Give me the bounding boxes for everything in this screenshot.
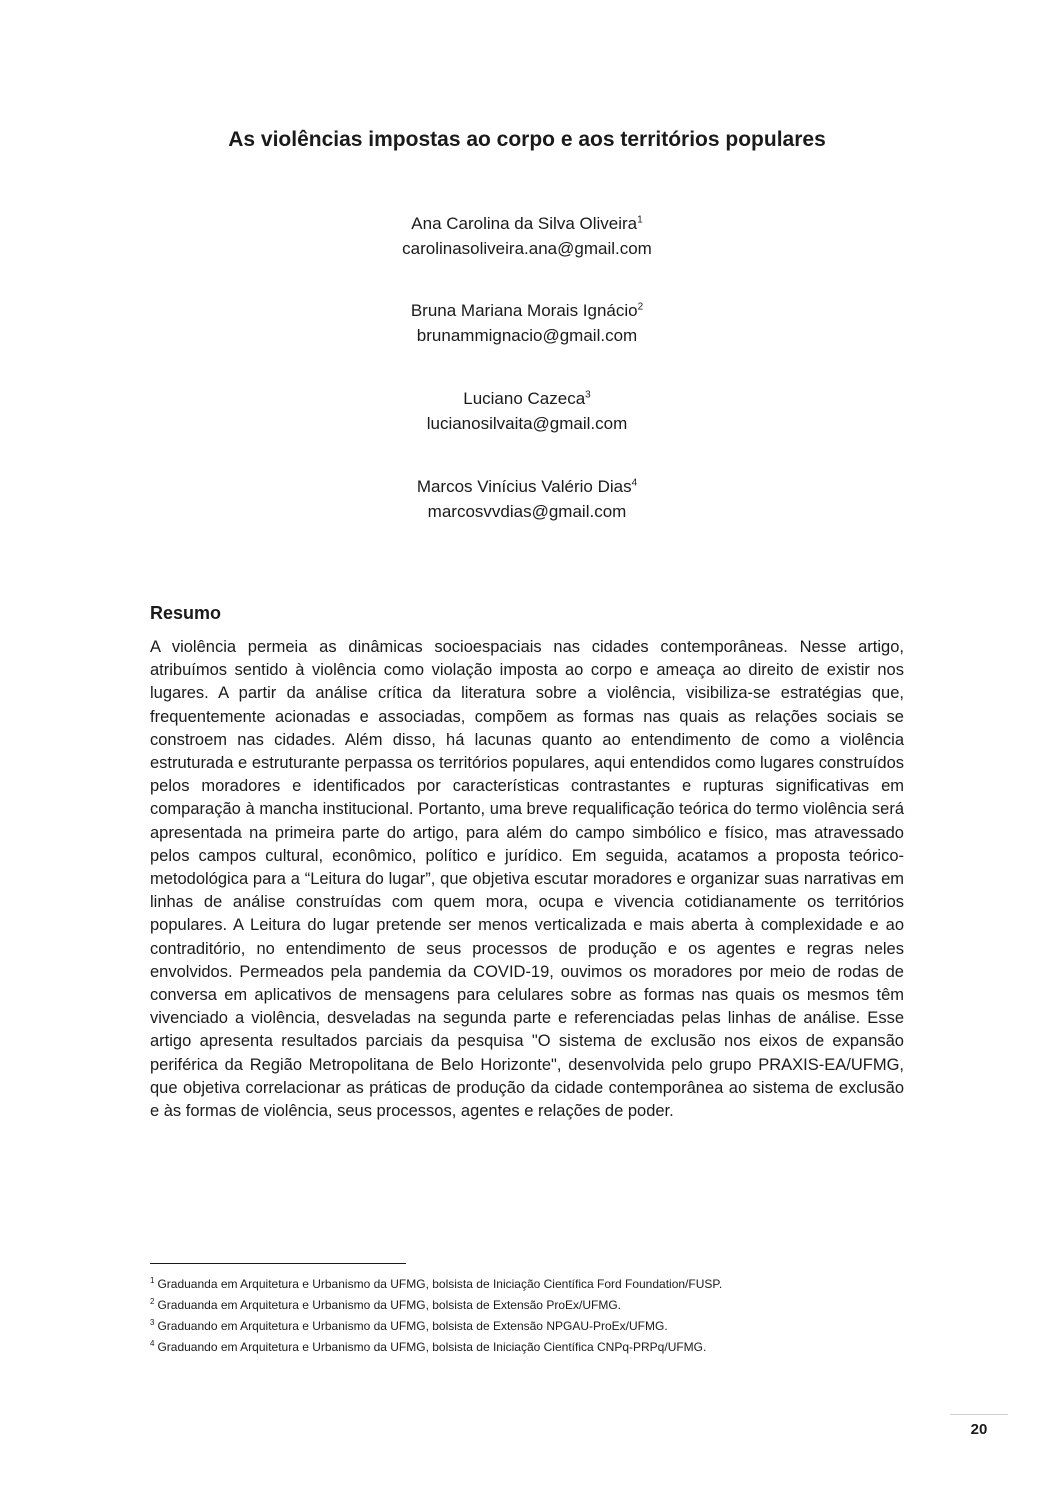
- abstract-heading: Resumo: [150, 603, 222, 623]
- author-block: [0, 386, 1054, 436]
- footnote-marker: 2: [637, 301, 644, 313]
- author-name: Luciano Cazeca$^3$: [463, 389, 591, 408]
- footnote-marker: 4: [631, 477, 638, 489]
- footnote: $^1$ Graduanda em Arquitetura e Urbanismo da UFMG, bolsista de Iniciação Científica Ford Foundation/FUSP.: [150, 1276, 723, 1291]
- abstract-text: A violência permeia as dinâmicas socioespaciais nas cidades contemporâneas. Nesse artigo, atribuímos sentido à violência como violação imposta ao corpo e ameaça ao direito de existir nos lugares. A partir da análise crítica da literatura sobre a violência, visibiliza-se estratégias que, frequentemente acionadas e associadas, compõem as formas nas quais as relações sociais se constroem nas cidades. Além disso, há lacunas quanto ao entendimento de como a violência estruturada e estruturante perpassa os territórios populares, aqui entendidos como lugares construídos pelos moradores e identificados por características contrastantes e rupturas significativas em comparação à mancha institucional. Portanto, uma breve requalificação teórica do termo violência será apresentada na primeira parte do artigo, para além do campo simbólico e físico, mas atravessado pelos campos cultural, econômico, político e jurídico. Em seguida, acatamos a proposta teórico-metodológica para a “Leitura do lugar”, que objetiva escutar moradores e organizar suas narrativas em linhas de análise construídas com quem mora, ocupa e vivencia cotidianamente os territórios populares. A Leitura do lugar pretende ser menos verticalizada e mais aberta à complexidade e ao contraditório, no entendimento de seus processos de produção e os agentes e regras neles envolvidos. Permeados pela pandemia da COVID-19, ouvimos os moradores por meio de rodas de conversa em aplicativos de mensagens para celulares sobre as formas nas quais os mesmos têm vivenciado a violência, desveladas na segunda parte e referenciadas pelas linhas de análise. Esse artigo apresenta resultados parciais da pesquisa "O sistema de exclusão nos eixos de expansão periférica da Região Metropolitana de Belo Horizonte", desenvolvida pelo grupo PRAXIS-EA/UFMG, que objetiva correlacionar as práticas de produção da cidade contemporânea ao sistema de exclusão e às formas de violência, seus processos, agentes e relações de poder.: [150, 638, 904, 1121]
- author-email: lucianosilvaita@gmail.com: [426, 414, 628, 433]
- paper-title: As violências impostas ao corpo e aos territórios populares: [228, 128, 826, 151]
- footnote-marker: 1: [637, 214, 643, 226]
- footnotes: [150, 1274, 910, 1358]
- author-block: [0, 298, 1054, 348]
- footnote-marker: 3: [585, 389, 591, 401]
- footnote: $^4$ Graduando em Arquitetura e Urbanismo da UFMG, bolsista de Iniciação Científica CNPq-PRPq/UFMG.: [150, 1339, 707, 1354]
- author-block: [0, 211, 1054, 261]
- footnote: $^3$ Graduando em Arquitetura e Urbanismo da UFMG, bolsista de Extensão NPGAU-ProEx/UFMG.: [150, 1318, 668, 1333]
- author-email: brunammignacio@gmail.com: [416, 326, 638, 345]
- author-email: marcosvvdias@gmail.com: [427, 502, 627, 521]
- author-name: Marcos Vinícius Valério Dias$^4$: [416, 477, 638, 496]
- page-number-rule: [950, 1414, 1008, 1415]
- author-block: [0, 474, 1054, 524]
- footnote-separator: [150, 1263, 406, 1264]
- footnote: $^2$ Graduanda em Arquitetura e Urbanismo da UFMG, bolsista de Extensão ProEx/UFMG.: [150, 1297, 621, 1312]
- author-name: Ana Carolina da Silva Oliveira$^1$: [411, 214, 643, 233]
- author-email: carolinasoliveira.ana@gmail.com: [402, 239, 652, 258]
- author-name: Bruna Mariana Morais Ignácio$^2$: [410, 301, 644, 320]
- page-number: 20: [970, 1421, 988, 1438]
